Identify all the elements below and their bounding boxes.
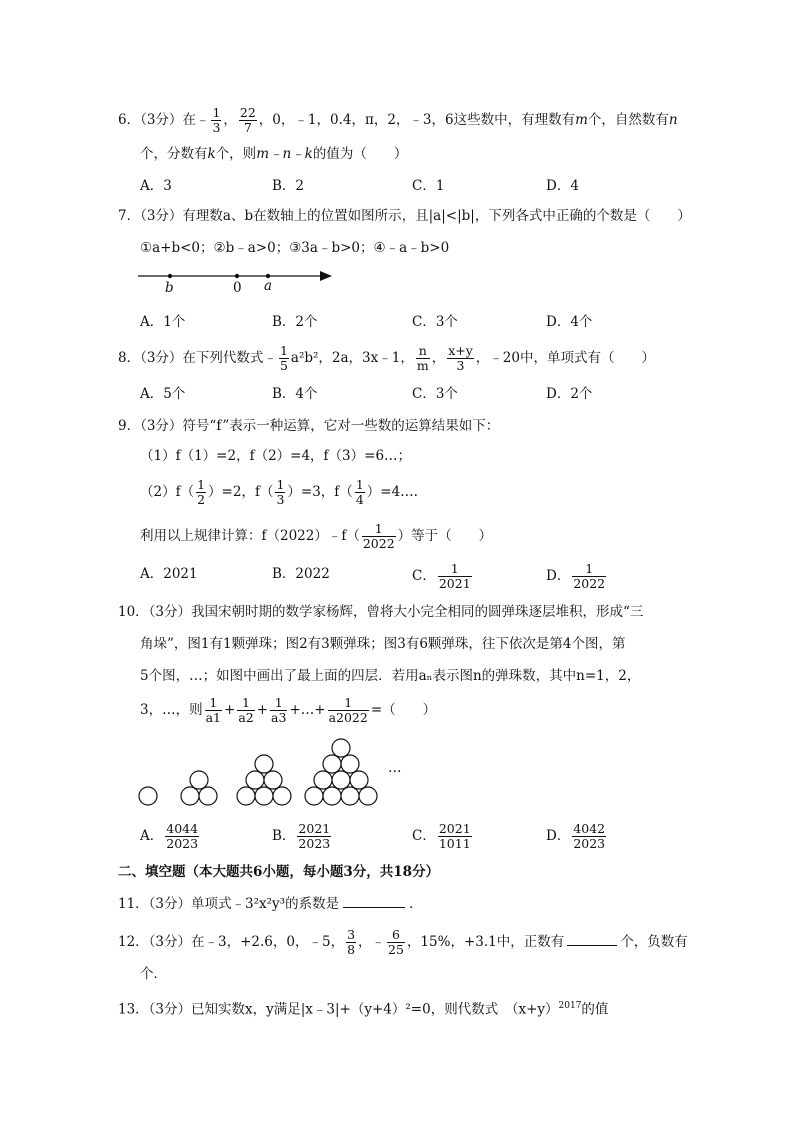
q11-answer-blank[interactable]: [343, 895, 405, 908]
q8-frac-xy-3: $\frac{x+y}{3}$: [448, 343, 473, 373]
q8-frac-n-m: $\frac{n}{m}$: [416, 343, 429, 373]
number-line-arrow: [320, 271, 332, 281]
q7-items: ①a+b<0；②b﹣a>0；③3a﹣b>0；④﹣a﹣b>0: [140, 240, 450, 256]
q9-frac-1-2022: $\frac{1}{2022}$: [362, 521, 395, 551]
q7-option-c[interactable]: C．3个: [412, 314, 458, 330]
q6-line1: 6．（3分）在﹣ $\frac{1}{3}$ ， $\frac{22}{7}$ ，0，﹣1，0.4，π，2，﹣3，6这些数中，有理数有m个，自然数有n: [118, 105, 678, 135]
q10-term-2: $\frac{1}{a2}$: [238, 695, 254, 725]
q13-stem: 13．（3分）已知实数x，y满足|x﹣3|+（y+4）²=0，则代数式 $(x+y)^{2017}$的值: [118, 1001, 609, 1018]
q10-optc-frac: $\frac{2021}{1011}$: [438, 821, 471, 851]
q6-frac-22-7: $\frac{22}{7}$: [239, 105, 256, 135]
q10-opta-frac: $\frac{4044}{2023}$: [166, 821, 199, 851]
q9-option-a[interactable]: A．2021: [140, 566, 198, 582]
q12-frac-6-25: $\frac{6}{25}$: [388, 927, 404, 957]
q6-frac-1-3: $\frac{1}{3}$: [212, 105, 221, 135]
q6-option-a[interactable]: A．3: [140, 178, 172, 194]
axis-label-a: a: [264, 278, 273, 294]
q9-optc-frac: $\frac{1}{2021}$: [438, 561, 471, 591]
axis-label-b: b: [165, 280, 174, 296]
q7-option-b[interactable]: B．2个: [272, 314, 318, 330]
q12-frac-3-8: $\frac{3}{8}$: [347, 927, 356, 957]
q9-option-d[interactable]: D． $\frac{1}{2022}$: [546, 561, 606, 591]
q12-line2: 个．: [140, 966, 167, 982]
q10-option-a[interactable]: A． $\frac{4044}{2023}$: [140, 821, 199, 851]
q10-optb-frac: $\frac{2021}{2023}$: [298, 821, 331, 851]
q10-option-b[interactable]: B． $\frac{2021}{2023}$: [272, 821, 331, 851]
q6-option-b[interactable]: B．2: [272, 178, 305, 194]
marble-ellipsis: …: [388, 760, 402, 776]
q9-option-c[interactable]: C． $\frac{1}{2021}$: [412, 561, 471, 591]
q6-option-c[interactable]: C．1: [412, 178, 445, 194]
q10-line1: 10．（3分）我国宋朝时期的数学家杨辉，曾将大小完全相同的圆弹珠逐层堆积，形成“三: [118, 604, 644, 620]
section-heading-fill-blank: 二、填空题（本大题共6小题，每小题3分，共18分）: [118, 864, 440, 880]
q10-line4: 3，…，则 $\frac{1}{a1}$ + $\frac{1}{a2}$ + $\frac{1}{a3}$ +…+ $\frac{1}{a2022}$ =（ ）: [140, 695, 437, 725]
q11-stem: 11．（3分）单项式﹣3²x²y³的系数是 ．: [118, 896, 423, 912]
q9-rule2: （2）f（ $\frac{1}{2}$ ）=2，f（ $\frac{1}{3}$ ）=3，f（ $\frac{1}{4}$ ）=4….: [140, 477, 418, 507]
q10-term-2022: $\frac{1}{a2022}$: [328, 695, 368, 725]
q8-option-c[interactable]: C．3个: [412, 386, 458, 402]
q10-line2: 角垛”，图1有1颗弹珠；图2有3颗弹珠；图3有6颗弹珠，往下依次是第4个图，第: [140, 636, 626, 652]
q7-option-a[interactable]: A．1个: [140, 314, 186, 330]
q8-option-b[interactable]: B．4个: [272, 386, 318, 402]
q7-option-d[interactable]: D．4个: [546, 314, 593, 330]
q10-optd-frac: $\frac{4042}{2023}$: [573, 821, 606, 851]
q8-option-a[interactable]: A．5个: [140, 386, 186, 402]
q10-option-c[interactable]: C． $\frac{2021}{1011}$: [412, 821, 471, 851]
q9-stem: 9．（3分）符号“f”表示一种运算，它对一些数的运算结果如下：: [118, 418, 500, 434]
axis-label-zero: 0: [233, 280, 242, 296]
q6-option-d[interactable]: D．4: [546, 178, 579, 194]
q12-positive-blank[interactable]: [567, 933, 617, 946]
q8-option-d[interactable]: D．2个: [546, 386, 593, 402]
q9-rule1: （1）f（1）=2，f（2）=4，f（3）=6…；: [140, 448, 412, 464]
q9-compute: 利用以上规律计算：f（2022）﹣f（ $\frac{1}{2022}$ ）等于（ ）: [140, 521, 493, 551]
q9-frac-1-2: $\frac{1}{2}$: [197, 477, 206, 507]
q6-line2: 个，分数有k个，则m﹣n﹣k的值为（ ）: [140, 146, 408, 162]
q12-stem: 12．（3分）在﹣3，+2.6，0，﹣5， $\frac{3}{8}$ ，﹣ $\frac{6}{25}$ ，15%，+3.1中，正数有 个，负数有: [118, 927, 688, 957]
marble-piles-figure: [134, 734, 394, 810]
q10-term-3: $\frac{1}{a3}$: [271, 695, 287, 725]
q9-option-b[interactable]: B．2022: [272, 566, 330, 582]
q10-term-1: $\frac{1}{a1}$: [205, 695, 221, 725]
q8-stem: 8．（3分）在下列代数式﹣ $\frac{1}{5}$ a²b²，2a，3x﹣1， $\frac{n}{m}$ ， $\frac{x+y}{3}$ ，﹣20中，单项式有（ ）: [118, 343, 655, 373]
q8-frac-1-5: $\frac{1}{5}$: [279, 343, 288, 373]
q9-frac-1-3: $\frac{1}{3}$: [276, 477, 285, 507]
q10-line3: 5个图，…；如图中画出了最上面的四层．若用aₙ表示图n的弹珠数，其中n=1，2，: [140, 668, 641, 684]
q10-option-d[interactable]: D． $\frac{4042}{2023}$: [546, 821, 606, 851]
pile1-marble: [139, 787, 157, 805]
q7-stem: 7．（3分）有理数a、b在数轴上的位置如图所示，且|a|<|b|，下列各式中正确的个数是（ ）: [118, 208, 691, 224]
q9-frac-1-4: $\frac{1}{4}$: [355, 477, 364, 507]
q9-optd-frac: $\frac{1}{2022}$: [573, 561, 606, 591]
